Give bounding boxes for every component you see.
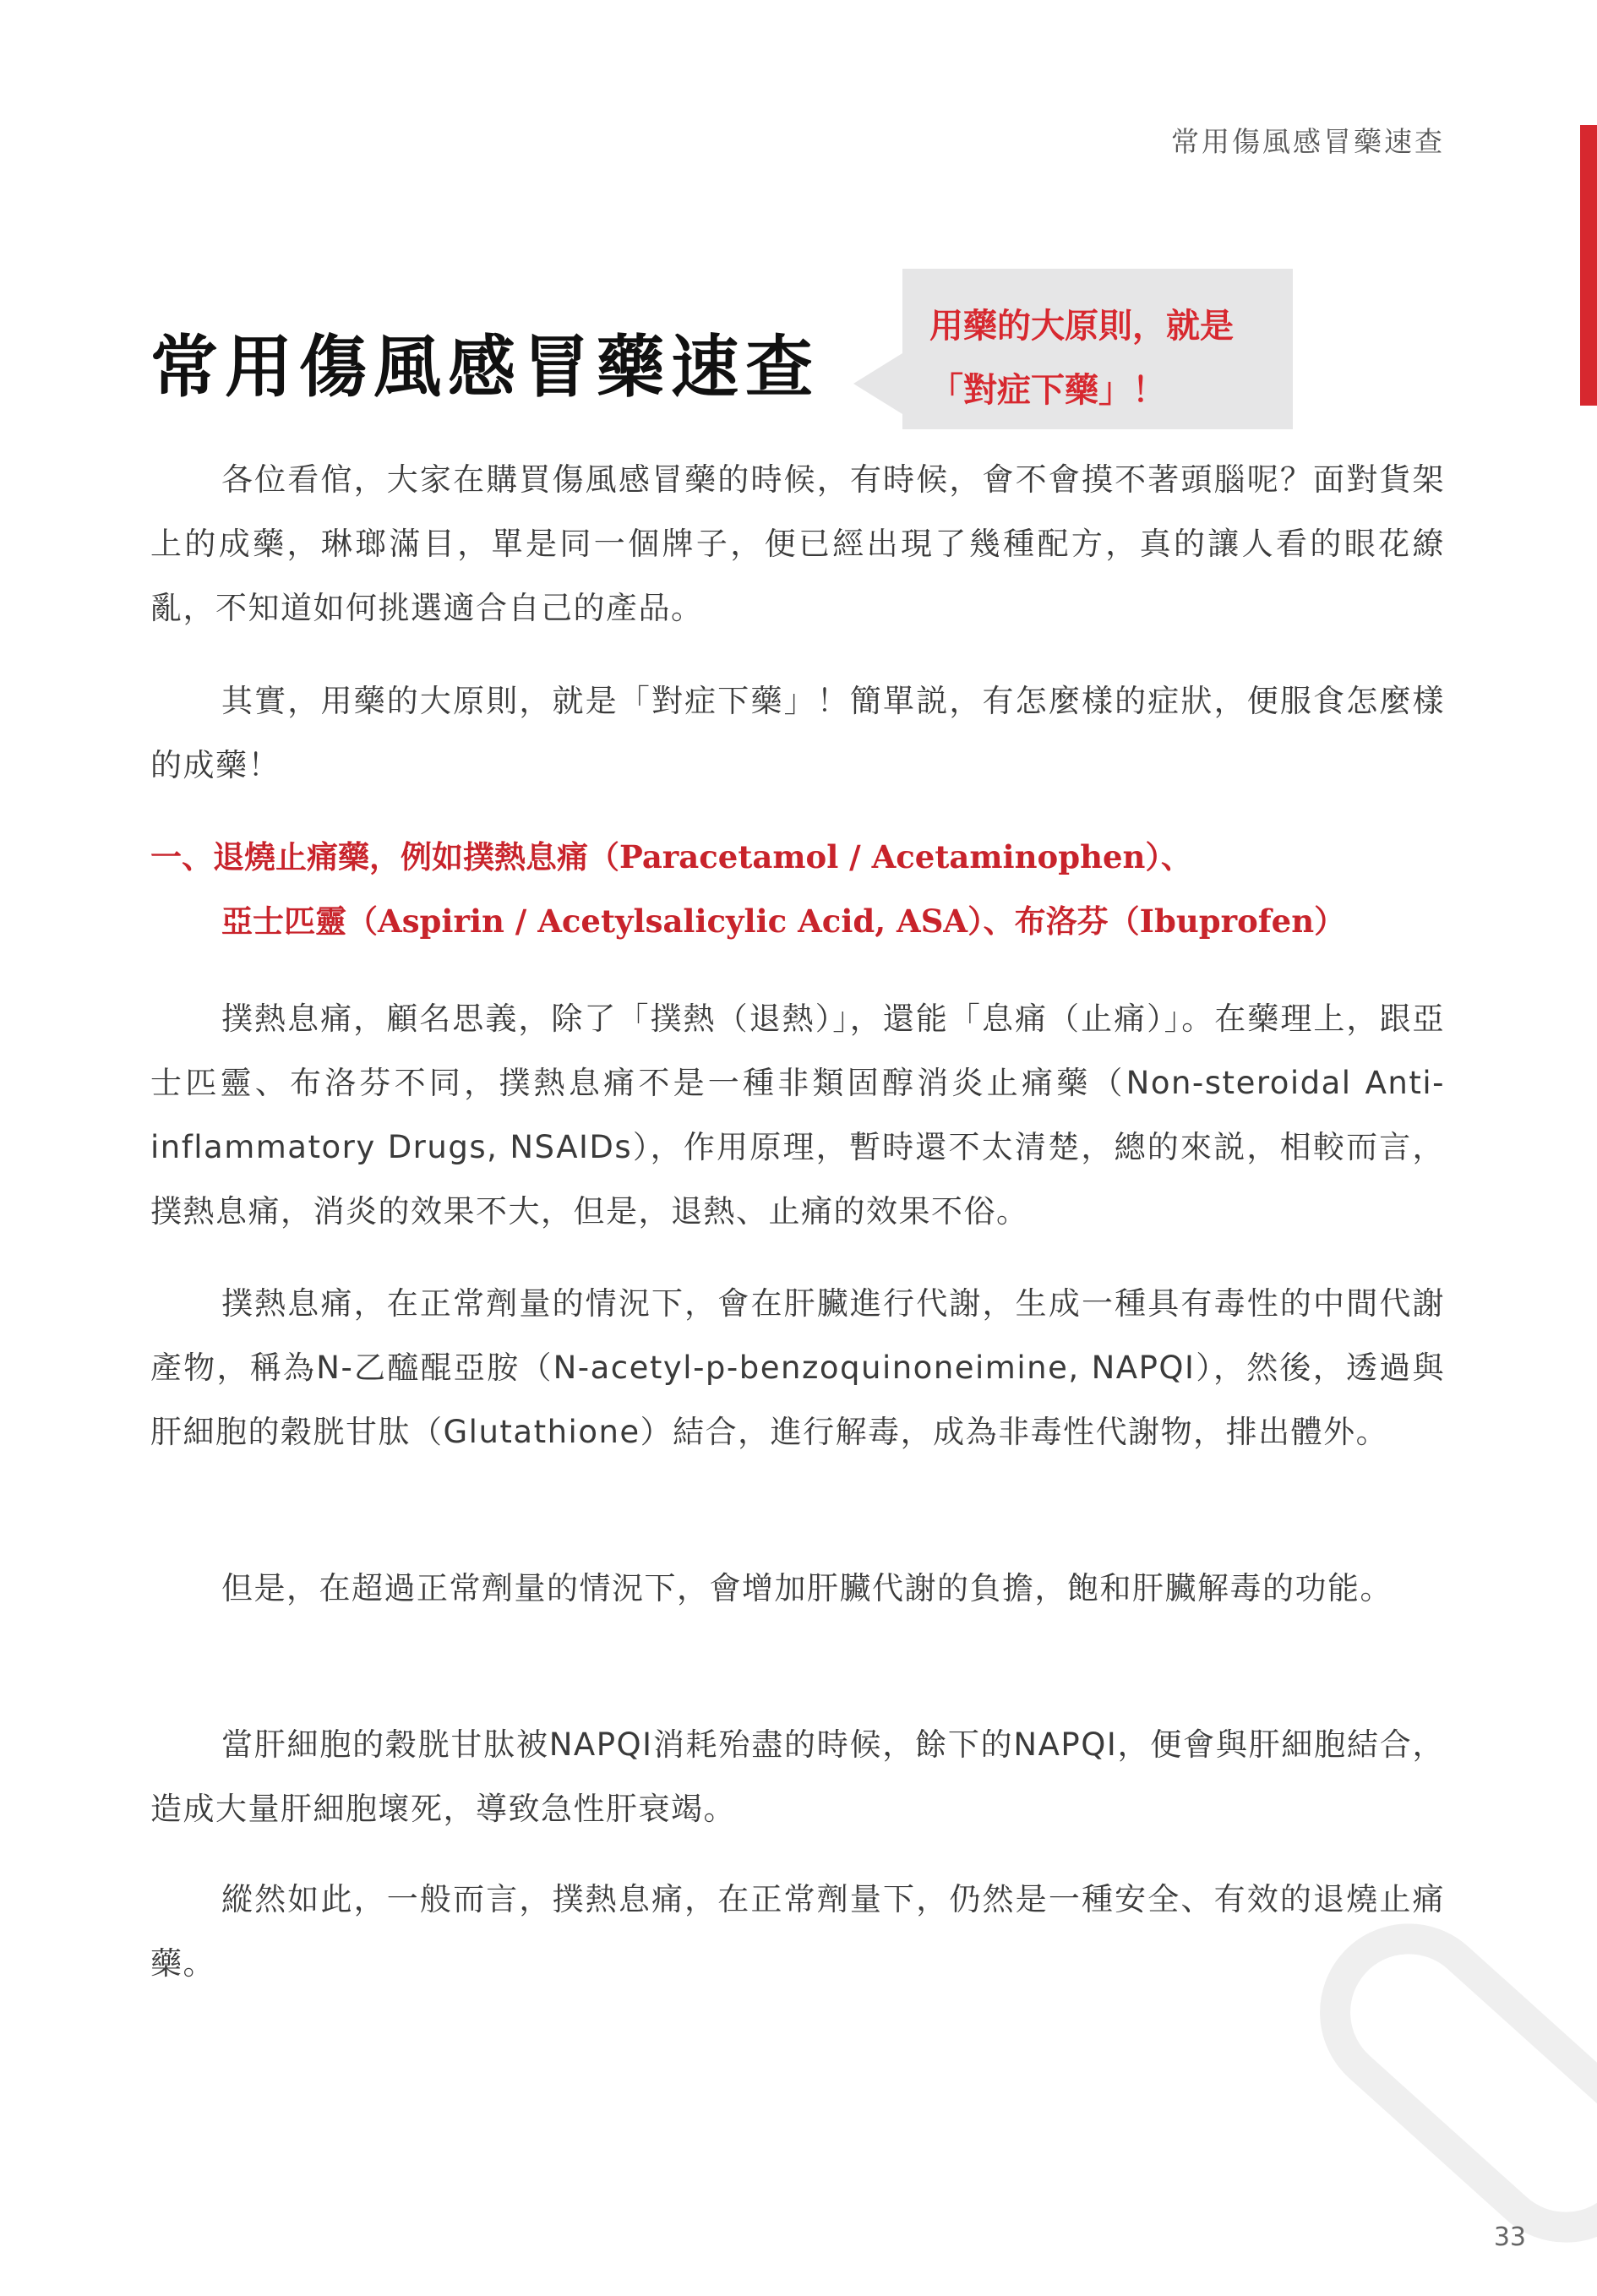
chapter-side-tab bbox=[1580, 125, 1597, 406]
running-header: 常用傷風感冒藥速查 bbox=[1171, 125, 1445, 158]
paragraph-metabolism: 撲熱息痛，在正常劑量的情況下，會在肝臟進行代謝，生成一種具有毒性的中間代謝產物，稱為N-乙醯醌亞胺（N-acetyl-p-benzoquinoneimine, NAPQI），然後，透過與肝細胞的穀胱甘肽（Glutathione）結合，進行解毒，成為非毒性代謝物，排出體外。 bbox=[150, 1285, 1445, 1450]
callout-line-2: 「對症下藥」！ bbox=[929, 370, 1166, 410]
paragraph-intro: 各位看倌，大家在購買傷風感冒藥的時候，有時候，會不會摸不著頭腦呢？面對貨架上的成藥，琳瑯滿目，單是同一個牌子，便已經出現了幾種配方，真的讓人看的眼花繚亂，不知道如何挑選適合自己的產品。 bbox=[150, 461, 1445, 626]
section-heading bbox=[150, 825, 1502, 953]
section-heading-line-2: 亞士匹靈（Aspirin / Acetylsalicylic Acid, ASA）、布洛芬（Ibuprofen） bbox=[221, 903, 1346, 940]
page-title: 常用傷風感冒藥速查 bbox=[150, 328, 820, 406]
section-heading-line-1: 一、退燒止痛藥，例如撲熱息痛（Paracetamol / Acetaminophen）、 bbox=[150, 838, 1192, 875]
callout-text bbox=[929, 294, 1276, 423]
paragraph-paracetamol-intro: 撲熱息痛，顧名思義，除了「撲熱（退熱）」，還能「息痛（止痛）」。在藥理上，跟亞士匹靈、布洛芬不同，撲熱息痛不是一種非類固醇消炎止痛藥（Non-steroidal Anti-inflammatory Drugs, NSAIDs），作用原理，暫時還不太清楚，總的來説，相較而言，撲熱息痛，消炎的效果不大，但是，退熱、止痛的效果不俗。 bbox=[150, 1001, 1445, 1230]
callout-line-1: 用藥的大原則，就是 bbox=[929, 306, 1234, 346]
paragraph-principle: 其實，用藥的大原則，就是「對症下藥」！簡單説，有怎麼樣的症狀，便服食怎麼樣的成藥！ bbox=[150, 683, 1445, 783]
callout-pointer bbox=[853, 353, 902, 414]
paragraph-overdose: 但是，在超過正常劑量的情況下，會增加肝臟代謝的負擔，飽和肝臟解毒的功能。 bbox=[221, 1570, 1393, 1606]
paragraph-conclusion: 縱然如此，一般而言，撲熱息痛，在正常劑量下，仍然是一種安全、有效的退燒止痛藥。 bbox=[150, 1881, 1445, 1982]
page-number: 33 bbox=[1493, 2222, 1526, 2252]
paragraph-liver-failure: 當肝細胞的穀胱甘肽被NAPQI消耗殆盡的時候，餘下的NAPQI，便會與肝細胞結合，造成大量肝細胞壞死，導致急性肝衰竭。 bbox=[150, 1726, 1445, 1827]
